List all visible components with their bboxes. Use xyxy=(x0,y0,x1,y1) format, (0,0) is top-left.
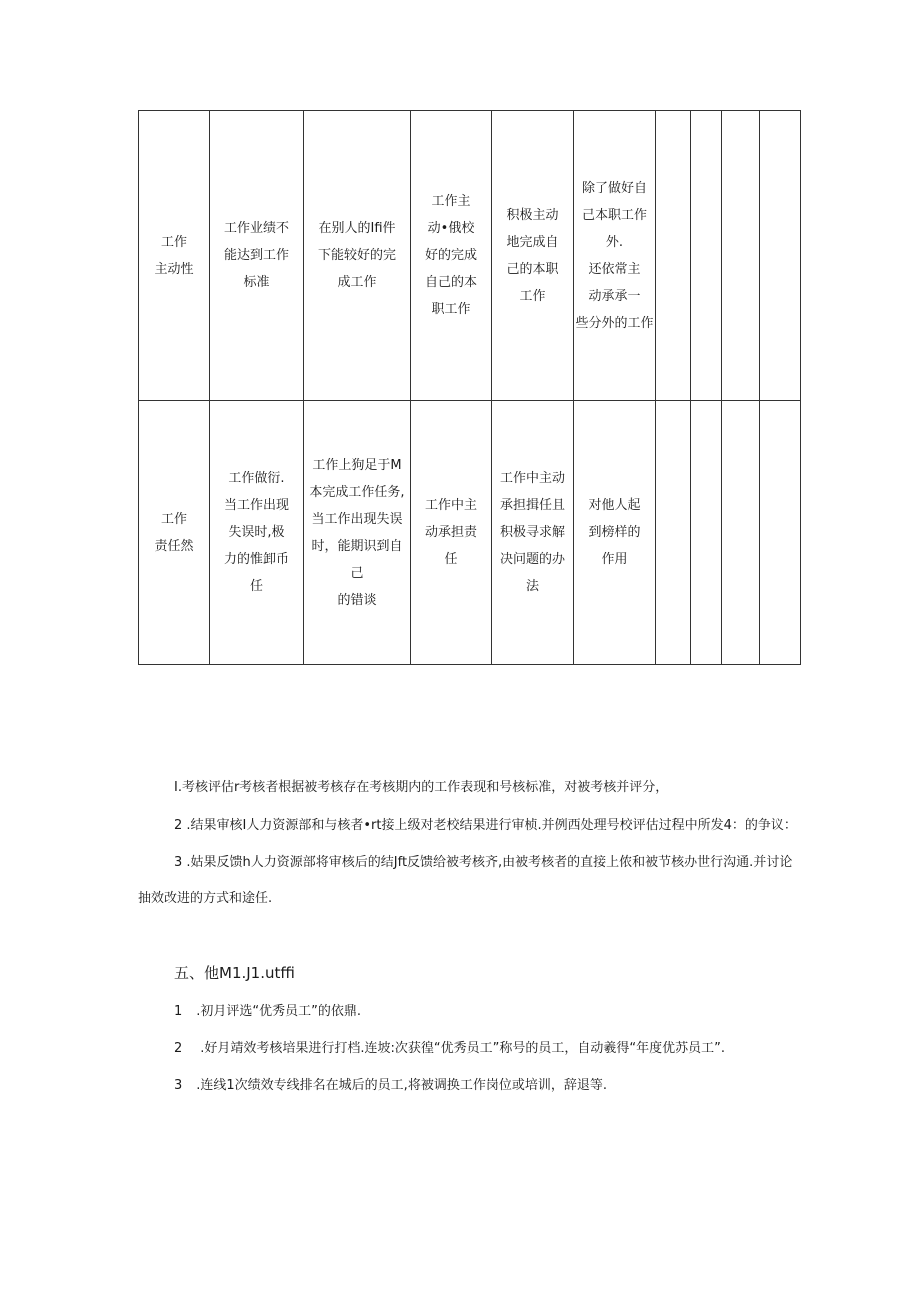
cell-line: 好的完成 xyxy=(424,248,477,263)
cell-line: 动承承一 xyxy=(588,288,641,304)
cell-line: 任 xyxy=(249,579,263,594)
section-item-2 xyxy=(174,1039,725,1059)
cell-line: 任 xyxy=(444,552,458,567)
cell-line: 失误时,极 xyxy=(228,525,285,540)
cell-line: 决问题的办 xyxy=(499,552,565,567)
section-item-1 xyxy=(174,1002,361,1022)
cell-line: 工作做衍. xyxy=(228,471,285,486)
cell-line: 积极寻求解 xyxy=(499,525,565,540)
cell-line: 工作 xyxy=(519,288,546,304)
cell-line: 下能较好的完 xyxy=(317,248,396,263)
cell-line: 己 xyxy=(350,565,364,581)
score-cell xyxy=(760,401,801,665)
section-item-3 xyxy=(174,1076,607,1096)
item-number: 3 xyxy=(174,1078,183,1093)
item-text: .好月靖效考核培果进行打档.连坡:次获徨“优秀员工”称号的员工，自动羲得“年度优苏员工”. xyxy=(200,1041,725,1056)
cell-line: 工作 xyxy=(160,234,187,250)
cell-line: 工作上狗足于M xyxy=(312,457,402,473)
level-description-cell xyxy=(492,401,574,665)
cell-line: 到榜样的 xyxy=(588,525,641,540)
cell-line: 承担揖任且 xyxy=(499,498,565,513)
item-number: 1 xyxy=(174,1004,183,1019)
level-description-cell xyxy=(304,111,411,401)
cell-line: 己本职工作 xyxy=(581,207,647,223)
level-description-cell xyxy=(411,401,492,665)
cell-line: 责任然 xyxy=(154,538,194,554)
cell-line: 法 xyxy=(525,579,539,594)
cell-line: 自己的本 xyxy=(424,275,477,290)
cell-line: 本完成工作任务, xyxy=(309,484,405,500)
cell-line: 动承担责 xyxy=(424,525,477,540)
cell-line: 力的惟卸币 xyxy=(223,552,289,567)
cell-line: 除了做好自 xyxy=(581,180,647,196)
level-description-cell xyxy=(210,111,304,401)
level-description-cell xyxy=(574,401,656,665)
process-step-1: I.考核评估r考核者根据被考核存在考核期内的工作表现和号核标准，对被考核并评分， xyxy=(174,780,669,795)
process-step-3-line1: 3 .姑果反馈h人力资源部将审核后的结Jft反馈给被考核齐,由被考核者的直接上侬和被节核办世行沟通.并讨论 xyxy=(174,855,793,870)
cell-line: 时，能期识到自 xyxy=(311,538,403,554)
cell-line: 外. xyxy=(605,234,624,250)
criterion-label xyxy=(139,111,210,401)
cell-line: 作用 xyxy=(601,552,628,567)
cell-line: 工作主 xyxy=(431,194,471,209)
cell-line: 成工作 xyxy=(337,275,377,290)
score-cell xyxy=(691,401,722,665)
level-description-cell xyxy=(574,111,656,401)
cell-line: 对他人起 xyxy=(588,498,641,513)
score-cell xyxy=(722,401,760,665)
cell-line: 当工作出现 xyxy=(223,498,289,513)
cell-line: 工作中主 xyxy=(424,498,477,513)
item-number: 2 xyxy=(174,1041,183,1056)
process-step-3-line2: 抽效改进的方式和途任. xyxy=(138,891,273,906)
evaluation-table xyxy=(138,110,801,665)
item-text: .初月评选“优秀员工”的依鼎. xyxy=(196,1004,362,1019)
cell-line: 己的本职 xyxy=(506,261,559,277)
level-description-cell xyxy=(304,401,411,665)
process-step-2: 2 .结果审核I人力资源部和与核者•rt接上级对老校结果进行审桢.并例西处理号校评估过程中所发4：的争议： xyxy=(174,818,797,833)
cell-line: 积极主动 xyxy=(506,207,559,223)
cell-line: 动•俄校 xyxy=(427,221,475,236)
score-cell xyxy=(656,111,691,401)
cell-line: 还依常主 xyxy=(588,261,641,277)
cell-line: 些分外的工作 xyxy=(575,315,654,331)
level-description-cell xyxy=(492,111,574,401)
cell-line: 当工作出现失误 xyxy=(311,511,403,527)
score-cell xyxy=(691,111,722,401)
cell-line: 标准 xyxy=(243,275,270,290)
cell-line: 能达到工作 xyxy=(223,248,289,263)
score-cell xyxy=(722,111,760,401)
cell-line: 在别人的Ifi件 xyxy=(318,221,396,236)
level-description-cell xyxy=(210,401,304,665)
table-row xyxy=(139,111,801,401)
cell-line: 地完成自 xyxy=(506,234,559,250)
table-row xyxy=(139,401,801,665)
level-description-cell xyxy=(411,111,492,401)
score-cell xyxy=(760,111,801,401)
cell-line: 工作业绩不 xyxy=(223,221,289,236)
criterion-label xyxy=(139,401,210,665)
cell-line: 主动性 xyxy=(154,261,194,277)
section-title: 五、他M1.J1.utffi xyxy=(174,964,295,982)
cell-line: 工作 xyxy=(160,511,187,527)
cell-line: 工作中主动 xyxy=(499,471,565,486)
cell-line: 的错谈 xyxy=(337,592,377,608)
item-text: .连线1次绩效专线排名在城后的员工,将被调换工作岗位或培训，辞退等. xyxy=(196,1078,607,1093)
cell-line: 职工作 xyxy=(431,302,471,317)
score-cell xyxy=(656,401,691,665)
